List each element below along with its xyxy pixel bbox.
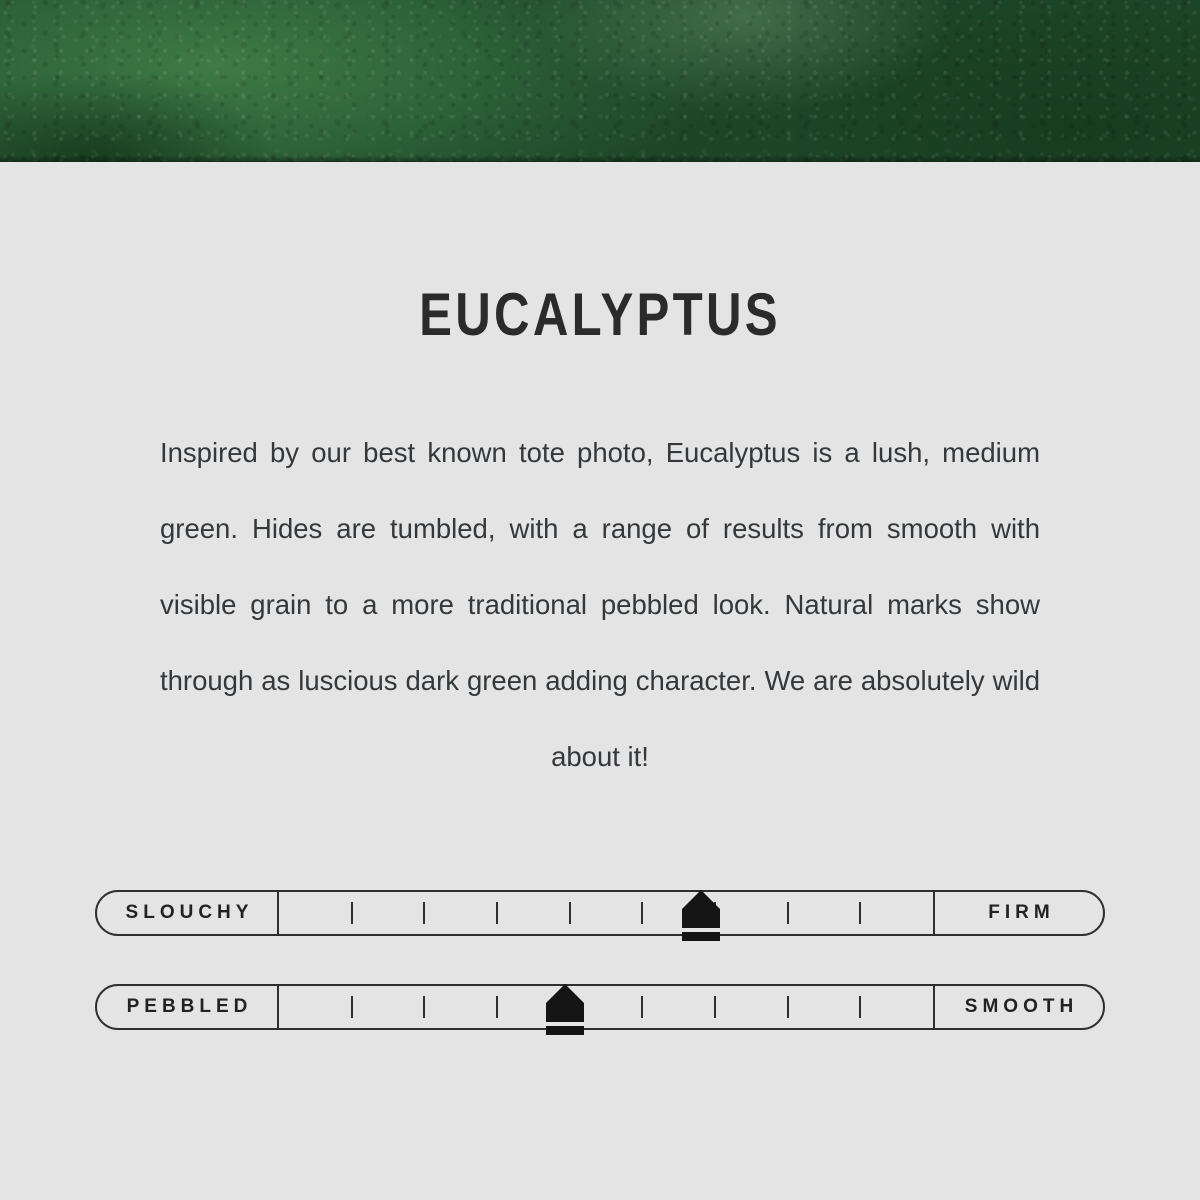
tick xyxy=(859,902,861,924)
tick xyxy=(787,902,789,924)
tick xyxy=(423,996,425,1018)
scale-structure[interactable] xyxy=(95,890,1105,946)
leather-grain-texture-secondary xyxy=(0,0,1200,162)
tick xyxy=(351,902,353,924)
attribute-scales xyxy=(0,890,1200,1078)
leather-swatch-photo xyxy=(0,0,1200,162)
tick xyxy=(641,996,643,1018)
scale-structure-left-label: SLOUCHY xyxy=(97,892,279,934)
scale-texture-left-label: PEBBLED xyxy=(97,986,279,1028)
card-content xyxy=(0,162,1200,795)
tick xyxy=(714,996,716,1018)
tick xyxy=(496,996,498,1018)
tick xyxy=(787,996,789,1018)
marker-head-icon xyxy=(546,984,584,1003)
scale-texture-right-label: SMOOTH xyxy=(933,986,1103,1028)
tick xyxy=(496,902,498,924)
marker-foot-icon xyxy=(682,932,720,941)
marker-head-icon xyxy=(682,890,720,909)
marker-body-icon xyxy=(546,1003,584,1022)
scale-texture-ticks xyxy=(279,986,933,1028)
scale-structure-track[interactable] xyxy=(95,890,1105,936)
page-title: EUCALYPTUS xyxy=(419,281,781,348)
scale-structure-ticks xyxy=(279,892,933,934)
scale-structure-right-label: FIRM xyxy=(933,892,1103,934)
description-text: Inspired by our best known tote photo, Eucalyptus is a lush, medium green. Hides are tumbled, with a range of results from smooth with visible grain to a more traditional pebbled look. Natural marks show through as luscious dark green adding character. We are absolutely wild about it! xyxy=(160,437,1040,772)
structure-marker[interactable] xyxy=(682,888,720,950)
tick xyxy=(351,996,353,1018)
tick xyxy=(641,902,643,924)
scale-texture[interactable] xyxy=(95,984,1105,1040)
tick xyxy=(569,902,571,924)
texture-marker[interactable] xyxy=(546,982,584,1044)
tick xyxy=(423,902,425,924)
scale-texture-track[interactable] xyxy=(95,984,1105,1030)
marker-body-icon xyxy=(682,909,720,928)
tick xyxy=(859,996,861,1018)
marker-foot-icon xyxy=(546,1026,584,1035)
